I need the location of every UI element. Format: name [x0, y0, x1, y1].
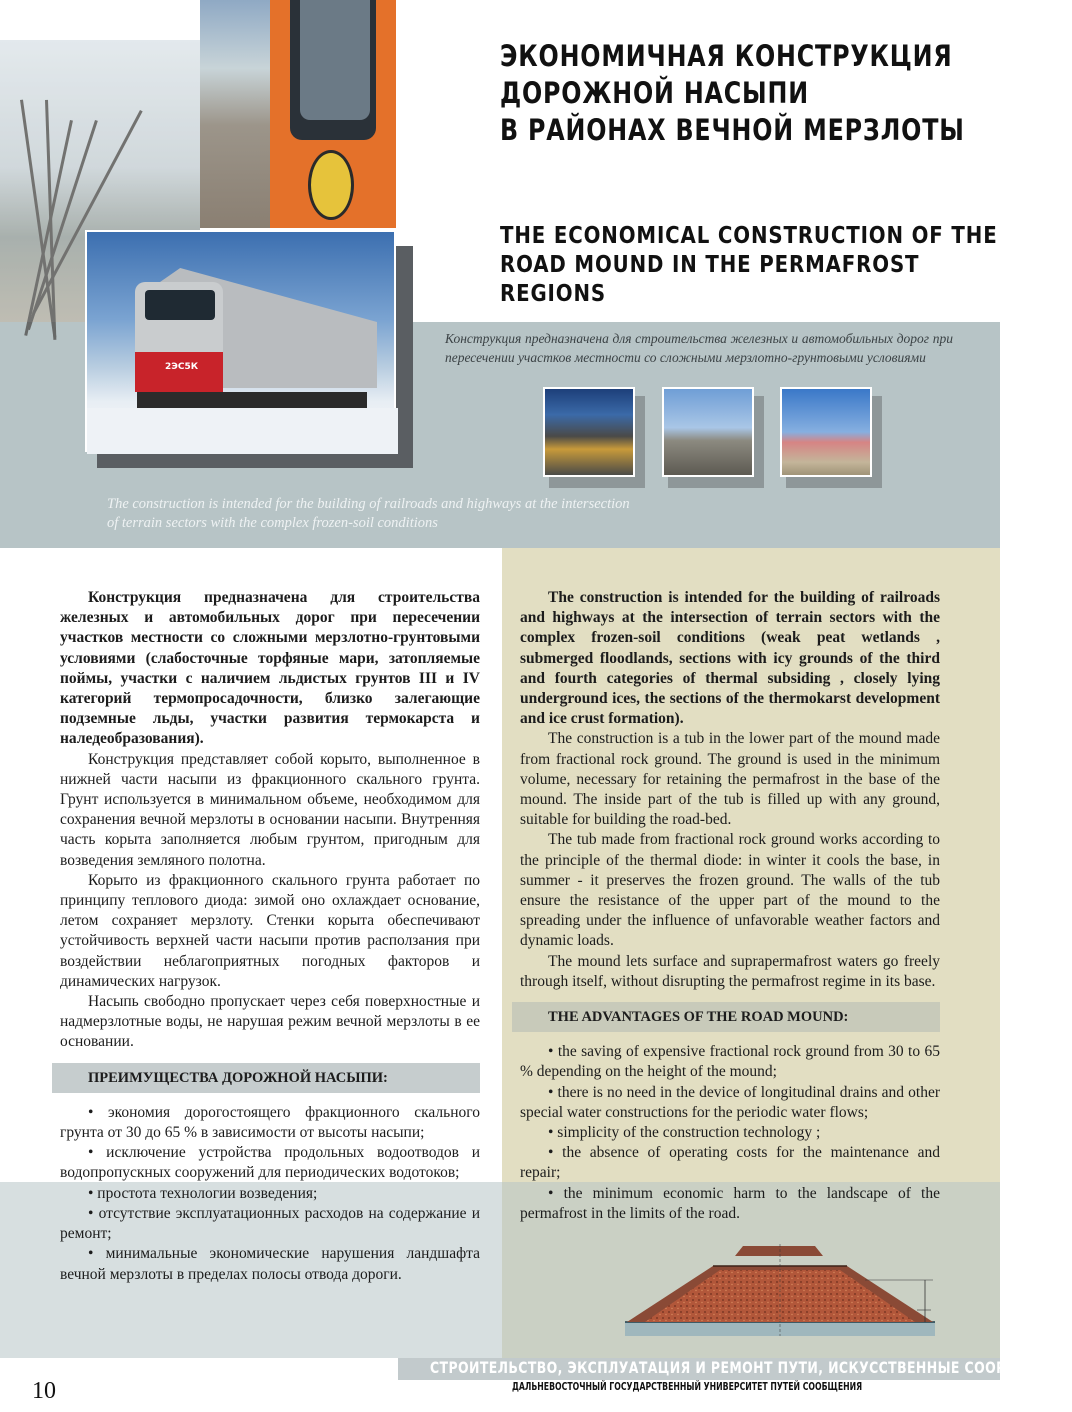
en-paragraph: The mound lets surface and suprapermafrost waters go freely through itself, without disrupting the permafrost regime in its base.	[520, 952, 940, 990]
ru-paragraph: Конструкция представляет собой корыто, выполненное в нижней части насыпи из фракционного скального грунта. Грунт используется в минимальном объеме, необходимом для сохранения вечной мерзлоты в основании насыпи. Внутренняя часть корыта заполняется любым грунтом, пригодным для возведения земляного полотна.	[60, 750, 480, 869]
en-advantages-heading: THE ADVANTAGES OF THE ROAD MOUND:	[512, 1002, 940, 1032]
mound-cross-section-diagram	[625, 1238, 945, 1348]
lead-en-line: The construction is intended for the building of railroads and highways at the intersection	[107, 496, 630, 512]
ru-advantage-item: • исключение устройства продольных водоотводов и водопропускных сооружений для периодических водотоков;	[60, 1144, 480, 1182]
lead-russian: Конструкция предназначена для строительства железных и автомобильных дорог при пересечении участков местности со сложными мерзлотно-грунтовыми условиями	[445, 331, 953, 365]
ru-advantage-item: • экономия дорогостоящего фракционного скального грунта от 30 до 65 % в зависимости от высоты насыпи;	[60, 1103, 480, 1142]
en-paragraph-intro: The construction is intended for the building of railroads and highways at the intersection of terrain sectors with the complex frozen-soil conditions (weak peat wetlands , submerged floodlands, sections with icy grounds of the third and fourth categories of thermal subsiding , closely lying underground ices, the sections of the thermokarst development and ice crust formation).	[520, 589, 940, 728]
title-en-line: ROAD MOUND IN THE PERMAFROST	[500, 252, 920, 278]
lead-en-line: of terrain sectors with the complex frozen-soil conditions	[107, 515, 438, 531]
title-en-line: THE ECONOMICAL CONSTRUCTION OF THE	[500, 223, 998, 249]
title-ru-line: В РАЙОНАХ ВЕЧНОЙ МЕРЗЛОТЫ	[500, 113, 965, 147]
title-english	[500, 222, 998, 309]
ru-advantage-item: • простота технологии возведения;	[88, 1184, 318, 1202]
english-column	[520, 588, 940, 1224]
page-number: 10	[32, 1378, 56, 1404]
ru-paragraph-intro: Конструкция предназначена для строительства железных и автомобильных дорог при пересечении участков местности со сложными мерзлотно-грунтовыми условиями (слабосточные торфяные мари, затопляемые поймы, участки с наличием льдистых грунтов III и IV категорий термопросадочности, близко залегающие подземные льды, участки развития термокарста и наледеобразования).	[60, 589, 480, 748]
ru-advantage-item: • минимальные экономические нарушения ландшафта вечной мерзлоты в пределах полосы отвода дороги.	[60, 1245, 480, 1283]
railway-track-thumbnail	[662, 387, 754, 477]
title-ru-line: ДОРОЖНОЙ НАСЫПИ	[500, 76, 809, 110]
title-russian	[500, 38, 965, 149]
ru-advantages-heading: ПРЕИМУЩЕСТВА ДОРОЖНОЙ НАСЫПИ:	[52, 1063, 480, 1093]
title-ru-line: ЭКОНОМИЧНАЯ КОНСТРУКЦИЯ	[500, 39, 953, 73]
ru-advantage-item: • отсутствие эксплуатационных расходов на содержание и ремонт;	[60, 1204, 480, 1243]
en-advantage-item: • simplicity of the construction technology ;	[548, 1124, 821, 1142]
en-advantage-item: • the absence of operating costs for the maintenance and repair;	[520, 1144, 940, 1182]
russian-column	[60, 588, 480, 1285]
ballast-prism	[735, 1246, 823, 1256]
en-advantage-item: • there is no need in the device of longitudinal drains and other special water constructions for the periodic water flows;	[520, 1083, 940, 1121]
ru-paragraph: Насыпь свободно пропускает через себя поверхностные и надмерзлотные воды, не нарушая режим вечной мерзлоты в ее основании.	[60, 993, 480, 1051]
emblem-icon	[308, 150, 354, 220]
en-advantage-item: • the minimum economic harm to the landscape of the permafrost in the limits of the road.	[520, 1184, 940, 1222]
en-paragraph: The tub made from fractional rock ground works according to the principle of the thermal diode: in winter it cools the base, in summer - it preserves the frozen ground. The walls of the tub ensure the resistance of the upper part of the mound to the spreading under the influence of unfavorable weather factors and dynamic loads.	[520, 831, 940, 950]
footer-university: ДАЛЬНЕВОСТОЧНЫЙ ГОСУДАРСТВЕННЫЙ УНИВЕРСИТЕТ ПУТЕЙ СООБЩЕНИЯ	[512, 1381, 863, 1393]
lead-english	[107, 495, 687, 533]
track-machine-thumbnail	[780, 387, 872, 477]
construction-machine-thumbnail	[543, 387, 635, 477]
electric-locomotive-photo	[85, 230, 396, 452]
footer-section-title: СТРОИТЕЛЬСТВО, ЭКСПЛУАТАЦИЯ И РЕМОНТ ПУТИ, ИСКУССТВЕННЫЕ СООРУЖЕНИЯ	[430, 1358, 1072, 1377]
en-paragraph: The construction is a tub in the lower part of the mound made from fractional rock ground. The ground is used in the minimum volume, necessary for retaining the permafrost in the base of the mound. The inside part of the tub is filled up with any ground, suitable for building the road-bed.	[520, 730, 940, 829]
orange-machine-photo	[200, 0, 396, 228]
title-en-line: REGIONS	[500, 281, 606, 307]
locomotive-number: 2ЭС5К	[165, 362, 199, 372]
en-advantage-item: • the saving of expensive fractional rock ground from 30 to 65 % depending on the height of the mound;	[520, 1043, 940, 1081]
ru-paragraph: Корыто из фракционного скального грунта работает по принципу теплового диода: зимой оно охлаждает основание, летом сохраняет мерзлоту. Стенки корыта обеспечивают устойчивость верхней части насыпи против расползания при воздействии неблагоприятных погодных факторов и динамических нагрузок.	[60, 871, 480, 990]
